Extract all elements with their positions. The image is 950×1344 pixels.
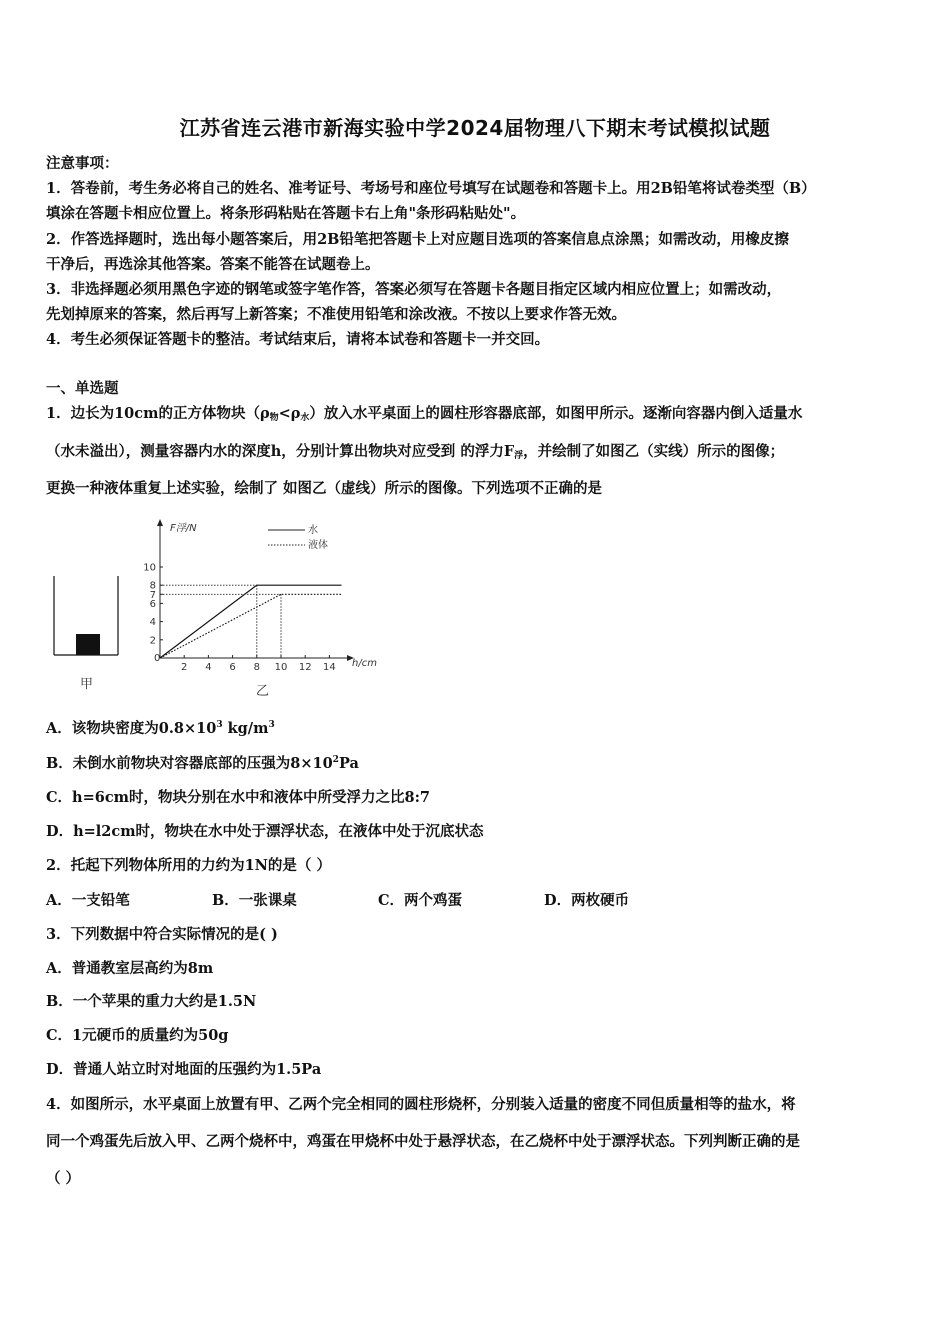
y-tick-label: 6 <box>149 598 156 610</box>
x-tick-label: 12 <box>298 662 312 673</box>
section-heading: 一、单选题 <box>46 380 119 397</box>
q3-option-a[interactable]: A．普通教室层高约为8m <box>46 960 214 977</box>
option-sup: 2 <box>332 755 339 765</box>
q1-text: （水未溢出），测量容器内水的深度h，分别计算出物块对应受到 的浮力F <box>46 443 515 460</box>
q2-option-c[interactable]: C．两个鸡蛋 <box>378 892 463 909</box>
legend-liquid-label: 液体 <box>308 540 328 551</box>
q1-option-d[interactable]: D．h=l2cm时，物块在水中处于漂浮状态，在液体中处于沉底状态 <box>46 823 484 840</box>
origin-label: 0 <box>154 653 161 664</box>
option-sup: 3 <box>216 720 223 730</box>
q1-option-a[interactable] <box>46 717 275 738</box>
q2-option-d[interactable]: D．两枚硬币 <box>544 892 630 909</box>
notice-line: 先划掉原来的答案，然后再写上新答案；不准使用铅笔和涂改液。不按以上要求作答无效。 <box>46 306 626 323</box>
notice-line: 填涂在答题卡相应位置上。将条形码粘贴在答题卡右上角"条形码粘贴处"。 <box>46 205 526 222</box>
q2-stem: 2．托起下列物体所用的力约为1N的是（ ） <box>46 857 331 874</box>
x-tick-label: 10 <box>274 662 288 673</box>
q1-stem-line2 <box>46 440 784 461</box>
q4-stem-line2: 同一个鸡蛋先后放入甲、乙两个烧杯中，鸡蛋在甲烧杯中处于悬浮状态，在乙烧杯中处于漂浮状态。下列判断正确的是 <box>46 1133 800 1150</box>
q2-option-a[interactable]: A．一支铅笔 <box>46 892 130 909</box>
q1-subscript: 物 <box>269 413 279 423</box>
option-sup: 3 <box>268 720 275 730</box>
q1-text: <ρ <box>278 405 301 422</box>
option-text: kg/m <box>222 720 269 737</box>
legend-water-label: 水 <box>308 525 318 536</box>
y-tick-label: 8 <box>149 580 156 592</box>
q2-option-b[interactable]: B．一张课桌 <box>212 892 297 909</box>
x-tick-label: 8 <box>253 662 260 673</box>
q4-stem-line1: 4．如图所示，水平桌面上放置有甲、乙两个完全相同的圆柱形烧杯，分别装入适量的密度不同但质量相等的盐水，将 <box>46 1096 796 1113</box>
q3-option-c[interactable]: C．1元硬币的质量约为50g <box>46 1027 229 1044</box>
cube-block <box>76 634 100 655</box>
q1-text: 1．边长为10cm的正方体物块（ρ <box>46 405 270 422</box>
q2-options <box>46 889 629 910</box>
x-axis-label: h/cm <box>352 658 377 669</box>
q1-subscript: 浮 <box>514 451 524 461</box>
notice-line: 3．非选择题必须用黑色字迹的钢笔或签字笔作答，答案必须写在答题卡各题目指定区域内相应位置上；如需改动， <box>46 281 782 298</box>
notice-line: 1．答卷前，考生务必将自己的姓名、准考证号、考场号和座位号填写在试题卷和答题卡上。用2B铅笔将试卷类型（B） <box>46 180 816 197</box>
series-water-line <box>160 585 342 658</box>
option-text: A．该物块密度为0.8×10 <box>46 720 217 737</box>
page-title: 江苏省连云港市新海实验中学2024届物理八下期末考试模拟试题 <box>179 116 771 140</box>
x-tick-label: 14 <box>323 662 336 673</box>
q4-stem-line3: （ ） <box>46 1170 81 1187</box>
y-axis-arrow <box>157 519 163 526</box>
q1-text: ，并绘制了如图乙（实线）所示的图像； <box>523 443 785 460</box>
q3-option-b[interactable]: B．一个苹果的重力大约是1.5N <box>46 993 257 1010</box>
q1-option-c[interactable]: C．h=6cm时，物块分别在水中和液体中所受浮力之比8:7 <box>46 789 431 806</box>
q3-option-d[interactable]: D．普通人站立时对地面的压强约为1.5Pa <box>46 1061 322 1078</box>
x-tick-label: 4 <box>205 662 212 673</box>
q1-option-b[interactable] <box>46 752 359 773</box>
q1-stem-line1 <box>46 402 802 423</box>
figure-jia-label: 甲 <box>80 677 94 692</box>
q1-stem-line3: 更换一种液体重复上述实验，绘制了 如图乙（虚线）所示的图像。下列选项不正确的是 <box>46 480 603 497</box>
notice-line: 4．考生必须保证答题卡的整洁。考试结束后，请将本试卷和答题卡一并交回。 <box>46 331 550 348</box>
figure-yi-chart <box>140 515 390 700</box>
q1-text: ）放入水平桌面上的圆柱形容器底部，如图甲所示。逐渐向容器内倒入适量水 <box>309 405 803 422</box>
x-tick-label: 2 <box>181 662 188 673</box>
figure-jia <box>46 570 126 695</box>
option-text: Pa <box>338 755 359 772</box>
series-liquid-line <box>160 594 342 658</box>
option-text: B．未倒水前物块对容器底部的压强为8×10 <box>46 755 333 772</box>
q3-stem: 3．下列数据中符合实际情况的是( ) <box>46 926 278 943</box>
figure-yi-label: 乙 <box>256 684 270 699</box>
notice-heading: 注意事项： <box>46 155 119 172</box>
notice-line: 干净后，再选涂其他答案。答案不能答在试题卷上。 <box>46 256 380 273</box>
y-tick-label: 10 <box>143 562 156 574</box>
x-tick-label: 6 <box>229 662 236 673</box>
q1-subscript: 水 <box>300 413 310 423</box>
y-tick-label: 2 <box>149 635 156 647</box>
y-tick-label: 7 <box>149 589 156 601</box>
notice-line: 2．作答选择题时，选出每小题答案后，用2B铅笔把答题卡上对应题目选项的答案信息点涂黑；如需改动，用橡皮擦 <box>46 231 789 248</box>
y-tick-label: 4 <box>149 617 156 629</box>
y-axis-label: F浮/N <box>170 523 197 534</box>
